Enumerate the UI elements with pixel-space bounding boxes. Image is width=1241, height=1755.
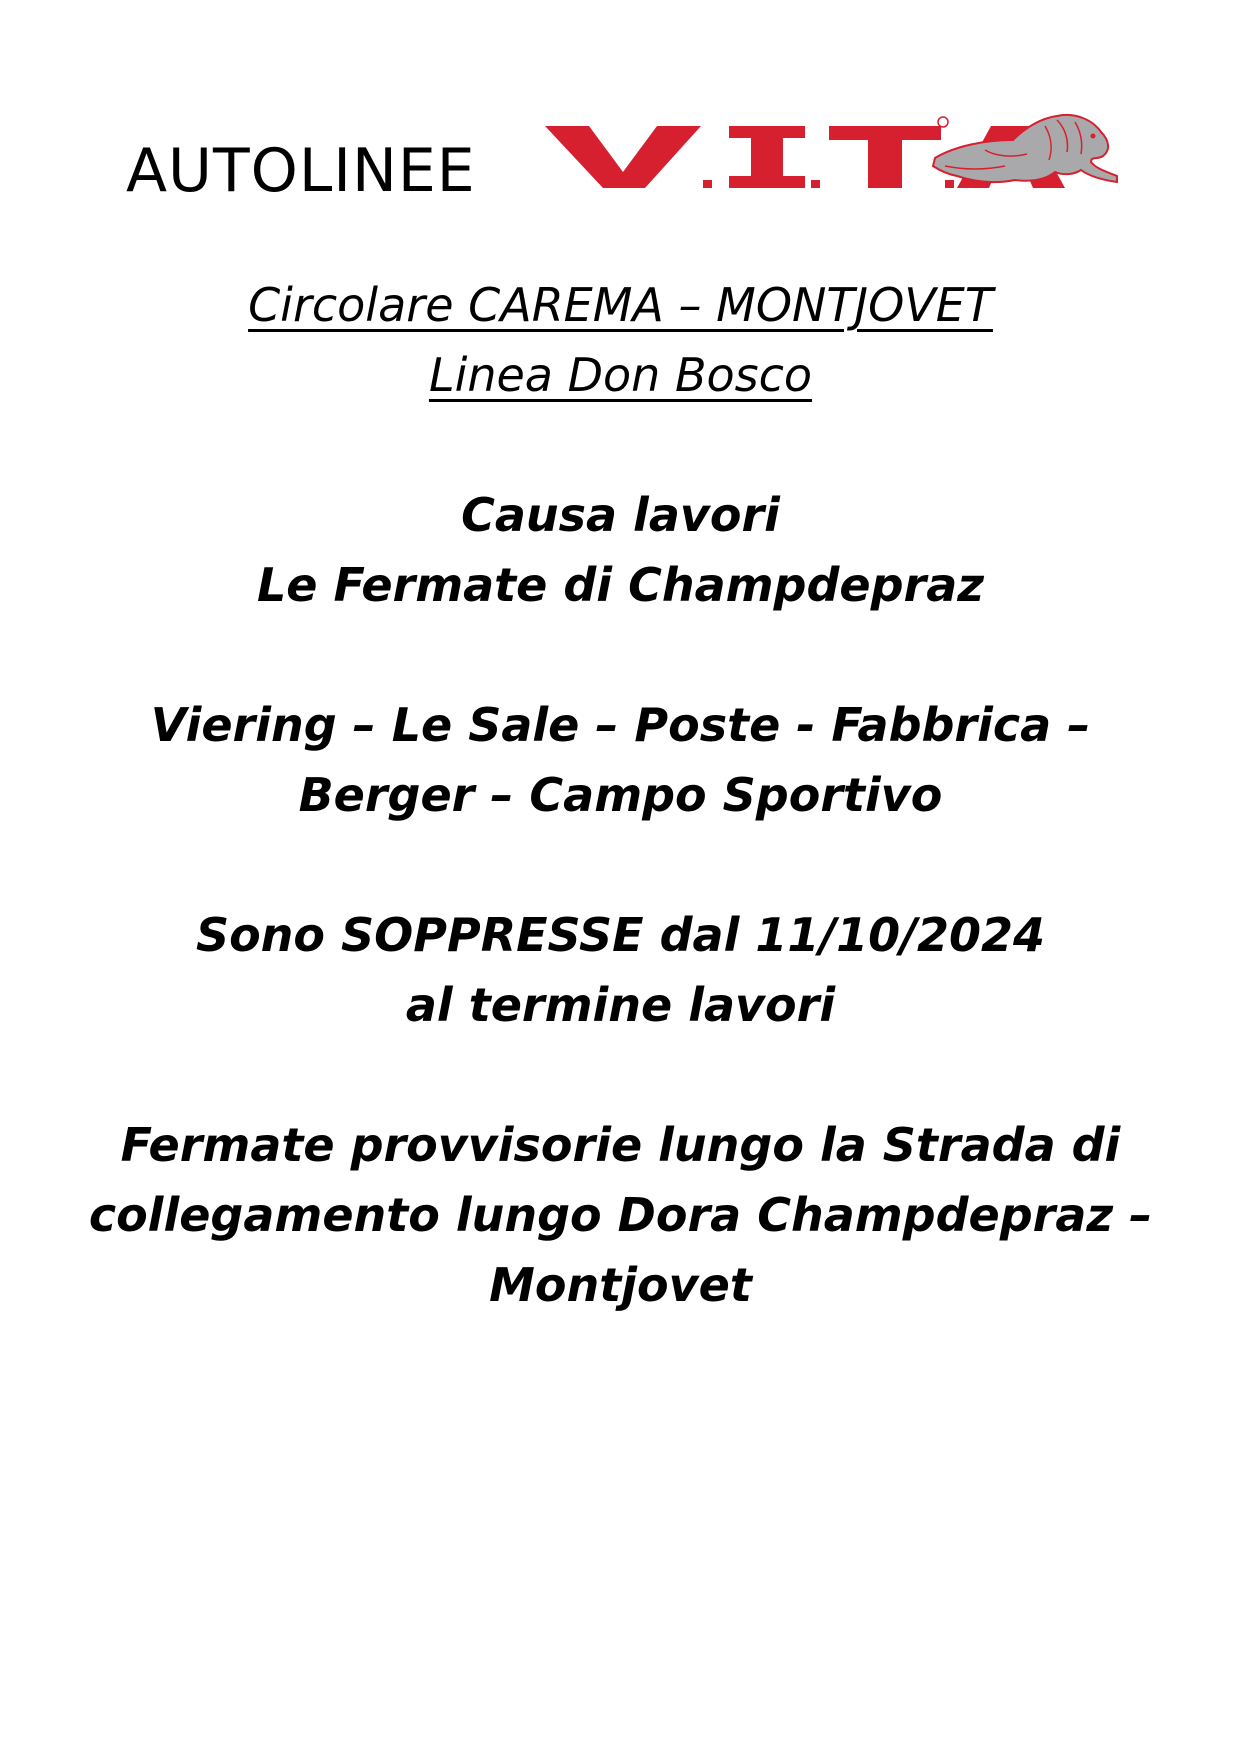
spacer xyxy=(0,620,1241,690)
cause-line-1: Causa lavori xyxy=(461,488,780,542)
suspension-line-2: al termine lavori xyxy=(405,978,836,1032)
registered-mark-icon xyxy=(938,117,948,127)
temporary-stops-line-1: Fermate provvisorie lungo la Strada di xyxy=(120,1118,1121,1172)
notice-title-text-1: Circolare CAREMA – MONTJOVET xyxy=(248,278,993,332)
brand-word: AUTOLINEE xyxy=(126,136,476,206)
spacer xyxy=(0,1040,1241,1110)
suspension-line-1: Sono SOPPRESSE dal 11/10/2024 xyxy=(195,908,1046,962)
notice-title-line-2 xyxy=(0,340,1241,410)
vita-logo xyxy=(545,110,1120,198)
logo-letter-i xyxy=(729,126,805,188)
notice-body xyxy=(0,270,1241,1320)
cause-line-2: Le Fermate di Champdepraz xyxy=(256,558,985,612)
leaping-lion-icon xyxy=(933,115,1117,182)
logo-letter-t xyxy=(829,126,941,188)
logo-dot-1 xyxy=(703,180,712,188)
stops-line-1: Viering – Le Sale – Poste - Fabbrica – xyxy=(150,698,1091,752)
notice-title-text-2: Linea Don Bosco xyxy=(428,348,813,402)
logo-dot-2 xyxy=(811,180,820,188)
logo-letter-v xyxy=(545,126,701,188)
temporary-stops-line-2: collegamento lungo Dora Champdepraz – xyxy=(88,1188,1153,1242)
temporary-stops-line-3: Montjovet xyxy=(489,1258,752,1312)
logo-dot-3 xyxy=(945,180,954,188)
page-header xyxy=(0,110,1241,220)
notice-title-line-1 xyxy=(0,270,1241,340)
spacer xyxy=(0,830,1241,900)
spacer xyxy=(0,410,1241,480)
logo-dot-4 xyxy=(1045,180,1054,188)
stops-line-2: Berger – Campo Sportivo xyxy=(298,768,943,822)
